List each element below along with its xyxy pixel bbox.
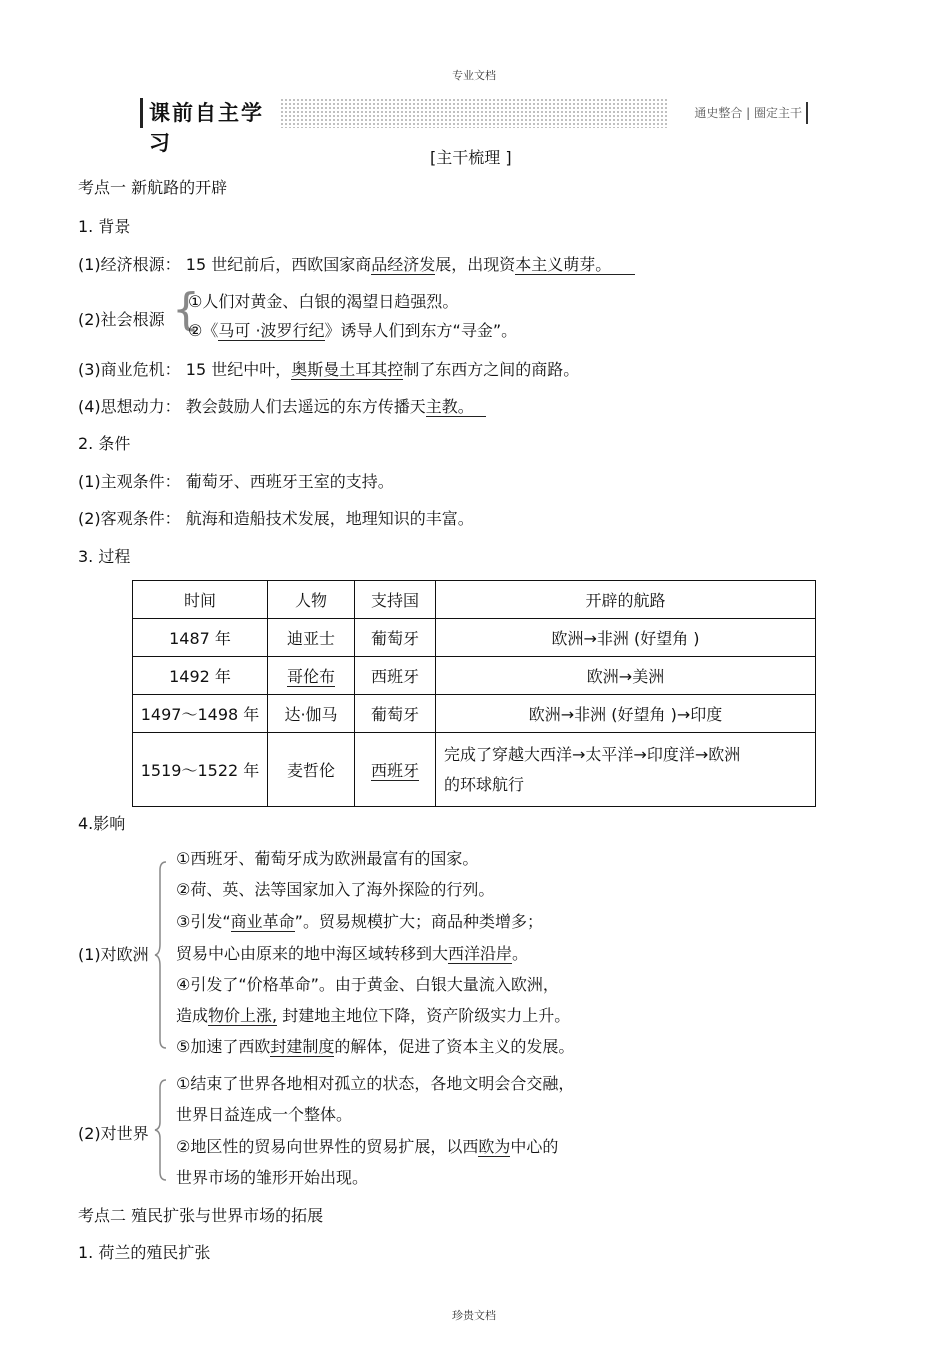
idea-pre: 教会鼓励人们去遥远的东方传播天	[185, 397, 426, 416]
banner-pattern	[280, 98, 668, 128]
world-item-3-underline: 欧为	[478, 1137, 511, 1156]
impact-heading: 4.影响	[78, 814, 126, 833]
condition-2	[78, 509, 474, 529]
kp1-title: 考点一 新航路的开辟	[78, 178, 228, 197]
world-label: (2)对世界	[78, 1124, 149, 1143]
table-cell: 1492 年	[133, 657, 268, 695]
commerce-underline: 奥斯曼土耳其控	[291, 360, 404, 379]
idea-line	[78, 397, 486, 417]
europe-item-4-underline: 西洋沿岸	[448, 944, 513, 963]
table-row	[133, 733, 816, 807]
europe-item-7-pre: ⑤加速了西欧	[176, 1037, 271, 1056]
europe-item-4-pre: 贸易中心由原来的地中海区域转移到大	[176, 944, 449, 963]
econ-underline-2: 本主义萌芽。	[515, 255, 635, 275]
europe-item-6-post: 封建地主地位下降，资产阶级实力上升。	[277, 1006, 571, 1025]
table-cell: 达·伽马	[268, 695, 355, 733]
world-item-1: ①结束了世界各地相对孤立的状态，各地文明会合交融，	[176, 1074, 575, 1093]
table-cell	[355, 733, 436, 807]
europe-item-3-pre: ③引发“	[176, 912, 231, 931]
table-row	[133, 657, 816, 695]
econ-label: (1)经济根源：	[78, 255, 181, 274]
kp2-title: 考点二 殖民扩张与世界市场的拓展	[78, 1206, 324, 1225]
section-banner	[140, 98, 808, 155]
table-cell: 西班牙	[355, 657, 436, 695]
europe-item-3-post: ”。贸易规模扩大；商品种类增多；	[294, 912, 543, 931]
banner-title: 课前自主学习	[140, 98, 280, 128]
world-item-4: 世界市场的雏形开始出现。	[176, 1168, 369, 1187]
page-header: 专业文档	[452, 69, 496, 82]
table-row	[133, 695, 816, 733]
social-label: (2)社会根源	[78, 310, 165, 329]
social-item-2-pre: ②《	[188, 321, 219, 340]
world-item-3-pre: ②地区性的贸易向世界性的贸易扩展，以西	[176, 1137, 479, 1156]
table-cell: 1519～1522 年	[133, 733, 268, 807]
table-cell-line-1: 完成了穿越大西洋→太平洋→印度洋→欧洲	[444, 744, 741, 764]
condition-1	[78, 472, 394, 492]
table-header-cell: 支持国	[355, 581, 436, 619]
europe-item-7	[176, 1037, 574, 1057]
brace-symbol	[154, 1078, 170, 1182]
europe-item-5: ④引发了“价格革命”。由于黄金、白银大量流入欧洲，	[176, 975, 559, 994]
table-header-cell: 开辟的航路	[436, 581, 816, 619]
page-footer: 珍贵文档	[452, 1309, 496, 1322]
europe-item-7-underline: 封建制度	[270, 1037, 335, 1056]
table-header-row	[133, 581, 816, 619]
table-row	[133, 619, 816, 657]
europe-label: (1)对欧洲	[78, 945, 149, 964]
table-cell: 迪亚士	[268, 619, 355, 657]
conditions-heading: 2. 条件	[78, 434, 131, 453]
table-header-cell: 人物	[268, 581, 355, 619]
econ-text-2: 展，出现资	[435, 255, 516, 274]
table-header-cell: 时间	[133, 581, 268, 619]
table-cell: 麦哲伦	[268, 733, 355, 807]
table-cell: 葡萄牙	[355, 695, 436, 733]
table-cell	[268, 657, 355, 695]
econ-text-1: 15 世纪前后，西欧国家商	[185, 255, 372, 274]
table-cell: 葡萄牙	[355, 619, 436, 657]
banner-subtitle: 通史整合 | 圈定主干	[690, 102, 808, 124]
section-title: [主干梳理 ]	[430, 148, 512, 167]
commerce-label: (3)商业危机：	[78, 360, 181, 379]
table-cell: 1497～1498 年	[133, 695, 268, 733]
voyages-table	[132, 580, 816, 807]
europe-item-4-post: 。	[512, 944, 529, 963]
europe-item-6-underline: 物价上涨,	[208, 1006, 278, 1025]
table-cell: 欧洲→非洲 (好望角 )	[436, 619, 816, 657]
econ-line	[78, 255, 635, 275]
condition-2-text: 航海和造船技术发展，地理知识的丰富。	[185, 509, 474, 528]
europe-item-7-post: 的解体，促进了资本主义的发展。	[334, 1037, 575, 1056]
idea-label: (4)思想动力：	[78, 397, 181, 416]
europe-item-3	[176, 912, 543, 932]
background-heading: 1. 背景	[78, 217, 131, 236]
process-heading: 3. 过程	[78, 547, 131, 566]
europe-item-6	[176, 1006, 570, 1026]
econ-underline-1: 品经济发	[371, 255, 436, 274]
europe-item-3-underline: 商业革命	[230, 912, 295, 931]
world-item-3-post: 中心的	[510, 1137, 559, 1156]
commerce-pre: 15 世纪中叶，	[185, 360, 292, 379]
condition-1-text: 葡萄牙、西班牙王室的支持。	[185, 472, 394, 491]
idea-underline: 主教。	[426, 397, 486, 417]
social-item-2-post: 》诱导人们到东方“寻金”。	[324, 321, 518, 340]
table-cell-underline: 西班牙	[370, 761, 419, 780]
condition-2-label: (2)客观条件：	[78, 509, 181, 528]
world-item-2: 世界日益连成一个整体。	[176, 1105, 353, 1124]
europe-item-4	[176, 944, 528, 964]
brace-symbol: {	[172, 284, 200, 335]
europe-item-2: ②荷、英、法等国家加入了海外探险的行列。	[176, 880, 495, 899]
kp2-subheading: 1. 荷兰的殖民扩张	[78, 1243, 211, 1262]
world-item-3	[176, 1137, 558, 1157]
table-cell-line-2: 的环球航行	[444, 774, 525, 794]
brace-symbol	[154, 860, 170, 1050]
table-cell	[436, 733, 816, 807]
table-cell: 欧洲→非洲 (好望角 )→印度	[436, 695, 816, 733]
social-item-2	[188, 321, 517, 341]
europe-item-1: ①西班牙、葡萄牙成为欧洲最富有的国家。	[176, 849, 479, 868]
table-cell: 1487 年	[133, 619, 268, 657]
condition-1-label: (1)主观条件：	[78, 472, 181, 491]
social-item-1: ①人们对黄金、白银的渴望日趋强烈。	[188, 292, 459, 311]
europe-item-6-pre: 造成	[176, 1006, 209, 1025]
table-cell-underline: 哥伦布	[286, 667, 335, 686]
social-item-2-underline: 马可 ·波罗行纪	[218, 321, 325, 340]
table-cell: 欧洲→美洲	[436, 657, 816, 695]
commerce-post: 制了东西方之间的商路。	[403, 360, 580, 379]
commerce-line	[78, 360, 579, 380]
